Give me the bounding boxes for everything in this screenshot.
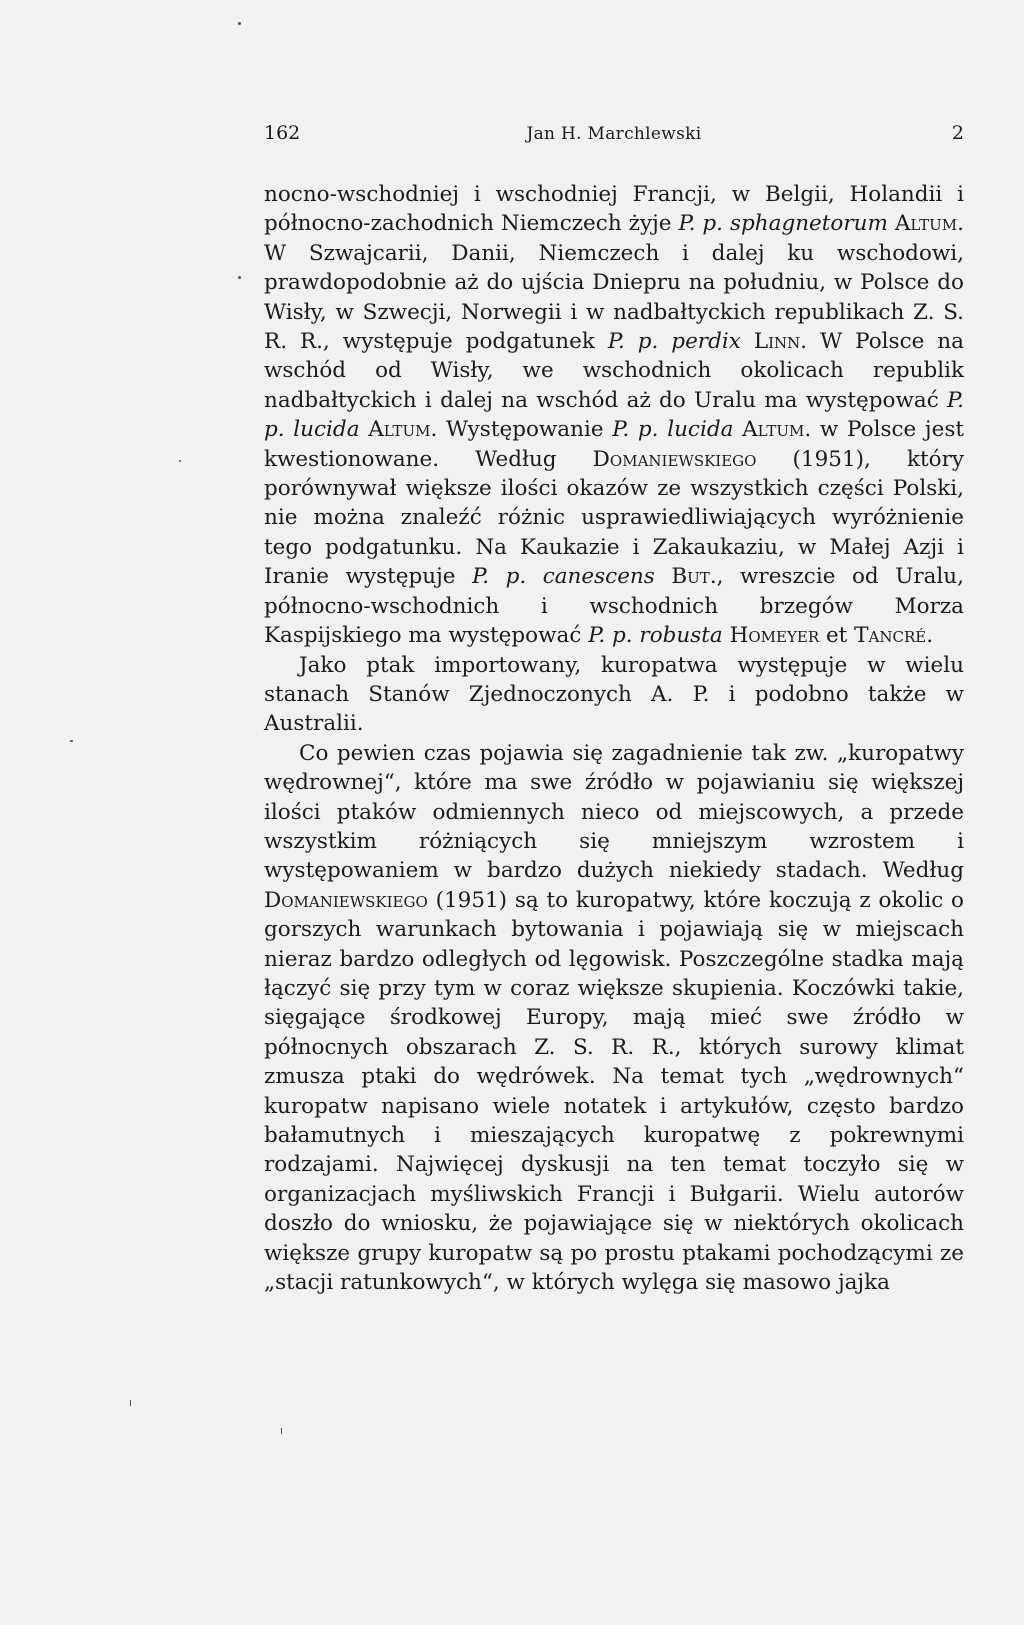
author-name: Altum: [742, 417, 805, 443]
text-run: nocno-wschodniej i wschodniej Francji, w Belgii, Holandii i północno-zachodnich Niemczech żyje: [264, 182, 964, 237]
paragraph-1: [264, 180, 964, 651]
scan-speck: [238, 276, 241, 279]
taxon-name: P. p. robusta: [588, 623, 723, 649]
text-run: ., wreszcie od Uralu, północno-wschodnich i wschodnich brzegów Morza Kaspijskiego ma występować: [264, 564, 964, 649]
scan-speck: [130, 1400, 131, 1406]
author-name: Domaniewskiego: [592, 446, 757, 472]
scan-speck: [70, 740, 73, 742]
author-name: Domaniewskiego: [264, 887, 428, 913]
text-run: Co pewien czas pojawia się zagadnienie tak zw. „kuropatwy wędrownej“, które ma swe źródło w pojawianiu się większej ilości ptaków odmiennych nieco od miejscowych, a przede wszystkim różniących się mniejszym wzrostem i występowaniem w bardzo dużych niekiedy stadach. Według: [264, 740, 964, 884]
author-name: Linn: [753, 329, 801, 355]
scan-speck: [179, 460, 181, 462]
section-number: 2: [951, 122, 964, 144]
author-name: Tancré: [854, 623, 927, 649]
running-title: Jan H. Marchlewski: [526, 124, 702, 144]
body-text: [264, 180, 964, 1297]
author-name: Altum: [894, 211, 958, 237]
text-run: (1951), który porównywał większe ilości okazów ze wszystkich części Polski, nie można znaleźć różnic usprawiedliwiających wyróżnienie tego podgatunku. Na Kaukazie i Zakaukaziu, w Małej Azji i Iranie występuje: [264, 446, 964, 590]
page-number: 162: [264, 122, 301, 144]
taxon-name: P. p. perdix: [607, 329, 741, 355]
paragraph-2: Jako ptak importowany, kuropatwa występuje w wielu stanach Stanów Zjednoczonych A. P. i podobno także w Australii.: [264, 652, 964, 737]
paragraph-3: [264, 739, 964, 1298]
taxon-name: P. p. canescens: [472, 564, 655, 590]
text-run: (1951) są to kuropatwy, które koczują z okolic o gorszych warunkach bytowania i pojawiają się w miejscach nieraz bardzo odległych od lęgowisk. Poszczególne stadka mają łączyć się przy tym w coraz większe skupienia. Koczówki takie, sięgające środkowej Europy, mają mieć swe źródło w północnych obszarach Z. S. R. R., których surowy klimat zmusza ptaki do wędrówek. Na temat tych „wędrownych“ kuropatw napisano wiele notatek i artykułów, często bardzo bałamutnych i mieszających kuropatwę z pokrewnymi rodzajami. Najwięcej dyskusji na ten temat toczyło się w organizacjach myśliwskich Francji i Bułgarii. Wielu autorów doszło do wniosku, że pojawiające się w niektórych okolicach większe grupy kuropatw są po prostu ptakami pochodzącymi ze „stacji ratunkowych“, w których wylęga się masowo jajka: [264, 887, 964, 1296]
text-run: et: [819, 623, 855, 649]
page-header: [264, 122, 964, 150]
author-name: But: [671, 564, 710, 590]
taxon-name: P. p. sphagnetorum: [678, 211, 888, 237]
taxon-name: P. p. lucida: [612, 417, 734, 443]
author-name: Homeyer: [729, 623, 820, 649]
text-run: .: [926, 623, 934, 649]
author-name: Altum: [368, 417, 431, 443]
text-run: . w Polsce jest kwestionowane. Według: [264, 417, 964, 472]
scan-speck: [281, 1428, 282, 1434]
text-run: . Występowanie: [430, 417, 613, 443]
text-run: . W Polsce na wschód od Wisły, we wschodnich okolicach republik nadbałtyckich i dalej na wschód aż do Uralu ma występować: [264, 329, 964, 413]
scan-speck: [238, 22, 241, 25]
taxon-name: P. p. lucida: [264, 387, 964, 443]
text-run: . W Szwajcarii, Danii, Niemczech i dalej ku wschodowi, prawdopodobnie aż do ujścia Dniepru na południu, w Polsce do Wisły, w Szwecji, Norwegii i w nadbałtyckich republikach Z. S. R. R., występuje podgatunek: [264, 211, 964, 355]
